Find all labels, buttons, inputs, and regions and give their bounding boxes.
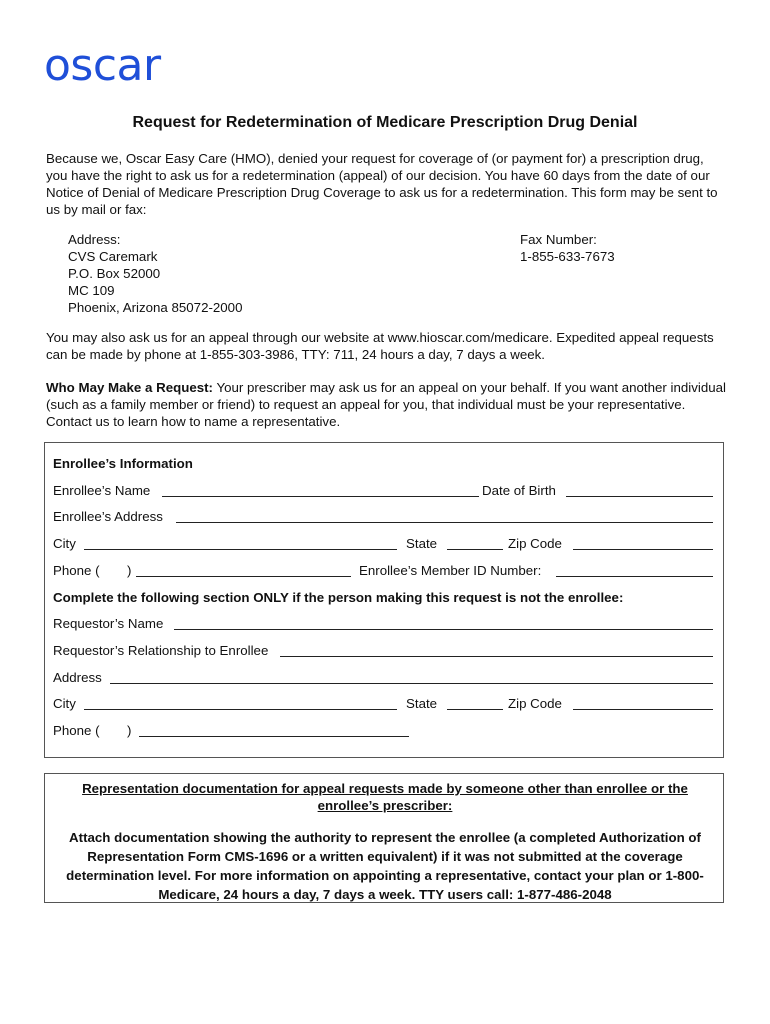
phone-field[interactable] bbox=[139, 725, 409, 737]
state-label: State bbox=[406, 536, 438, 551]
enrollee-info-heading: Enrollee’s Information bbox=[53, 456, 193, 471]
who-heading: Who May Make a Request: bbox=[46, 380, 213, 395]
mailing-address bbox=[68, 231, 242, 316]
enrollee-name-label: Enrollee’s Name bbox=[53, 483, 151, 498]
state-label: State bbox=[406, 696, 438, 711]
address-line: Phoenix, Arizona 85072-2000 bbox=[68, 300, 243, 315]
representation-box bbox=[44, 773, 724, 903]
relationship-field[interactable] bbox=[280, 645, 713, 657]
phone-label: Phone ( bbox=[53, 563, 100, 578]
requestor-heading: Complete the following section ONLY if the person making this request is not the enrollee: bbox=[53, 590, 624, 605]
fax-label: Fax Number: bbox=[520, 232, 597, 247]
online-appeal-paragraph: You may also ask us for an appeal through our website at www.hioscar.com/medicare. Expedited appeal requests can be made by phone at 1-855-303-3986, TTY: 711, 24 hours a day, 7 days a week. bbox=[46, 330, 714, 362]
member-id-field[interactable] bbox=[556, 565, 713, 577]
city-field[interactable] bbox=[84, 698, 397, 710]
zip-label: Zip Code bbox=[508, 696, 562, 711]
requestor-name-field[interactable] bbox=[174, 618, 713, 630]
zip-field[interactable] bbox=[573, 538, 713, 550]
phone-close: ) bbox=[127, 723, 132, 738]
dob-field[interactable] bbox=[566, 485, 713, 497]
oscar-logo: oscar bbox=[44, 40, 161, 91]
city-label: City bbox=[53, 696, 76, 711]
phone-field[interactable] bbox=[136, 565, 351, 577]
representation-heading: Representation documentation for appeal requests made by someone other than enrollee or the enrollee’s prescriber: bbox=[82, 781, 688, 813]
page-title: Request for Redetermination of Medicare Prescription Drug Denial bbox=[132, 114, 638, 131]
phone-label: Phone ( bbox=[53, 723, 100, 738]
who-text: Your prescriber may ask us for an appeal on your behalf. If you want another individual (such as a family member or friend) to request an appeal for you, that individual must be your representative. Contact us to learn how to name a representative. bbox=[46, 380, 726, 429]
enrollee-address-field[interactable] bbox=[176, 511, 713, 523]
zip-label: Zip Code bbox=[508, 536, 562, 551]
state-field[interactable] bbox=[447, 698, 503, 710]
who-may-request-paragraph bbox=[46, 379, 726, 430]
zip-field[interactable] bbox=[573, 698, 713, 710]
city-field[interactable] bbox=[84, 538, 397, 550]
dob-label: Date of Birth bbox=[482, 483, 556, 498]
address-line: MC 109 bbox=[68, 283, 115, 298]
requestor-name-label: Requestor’s Name bbox=[53, 616, 164, 631]
address-label: Address: bbox=[68, 232, 121, 247]
member-id-label: Enrollee’s Member ID Number: bbox=[359, 563, 542, 578]
requestor-address-field[interactable] bbox=[110, 672, 713, 684]
address-line: P.O. Box 52000 bbox=[68, 266, 161, 281]
enrollee-info-box bbox=[44, 442, 724, 758]
relationship-label: Requestor’s Relationship to Enrollee bbox=[53, 643, 269, 658]
enrollee-name-field[interactable] bbox=[162, 485, 479, 497]
address-line: CVS Caremark bbox=[68, 249, 158, 264]
enrollee-address-label: Enrollee’s Address bbox=[53, 509, 163, 524]
fax-block bbox=[520, 231, 615, 265]
representation-text: Attach documentation showing the authority to represent the enrollee (a completed Authorization of Representation Form CMS-1696 or a written equivalent) if it was not submitted at the coverage determination level. For more information on appointing a representative, contact your plan or 1-800-Medicare, 24 hours a day, 7 days a week. TTY users call: 1-877-486-2048 bbox=[66, 830, 704, 902]
intro-paragraph: Because we, Oscar Easy Care (HMO), denied your request for coverage of (or payment for) a prescription drug, you have the right to ask us for a redetermination (appeal) of our decision. You have 60 days from the date of our Notice of Denial of Medicare Prescription Drug Coverage to ask us for a redetermination. This form may be sent to us by mail or fax: bbox=[46, 151, 718, 217]
phone-close: ) bbox=[127, 563, 132, 578]
state-field[interactable] bbox=[447, 538, 503, 550]
fax-number: 1-855-633-7673 bbox=[520, 249, 615, 264]
requestor-address-label: Address bbox=[53, 670, 102, 685]
city-label: City bbox=[53, 536, 76, 551]
